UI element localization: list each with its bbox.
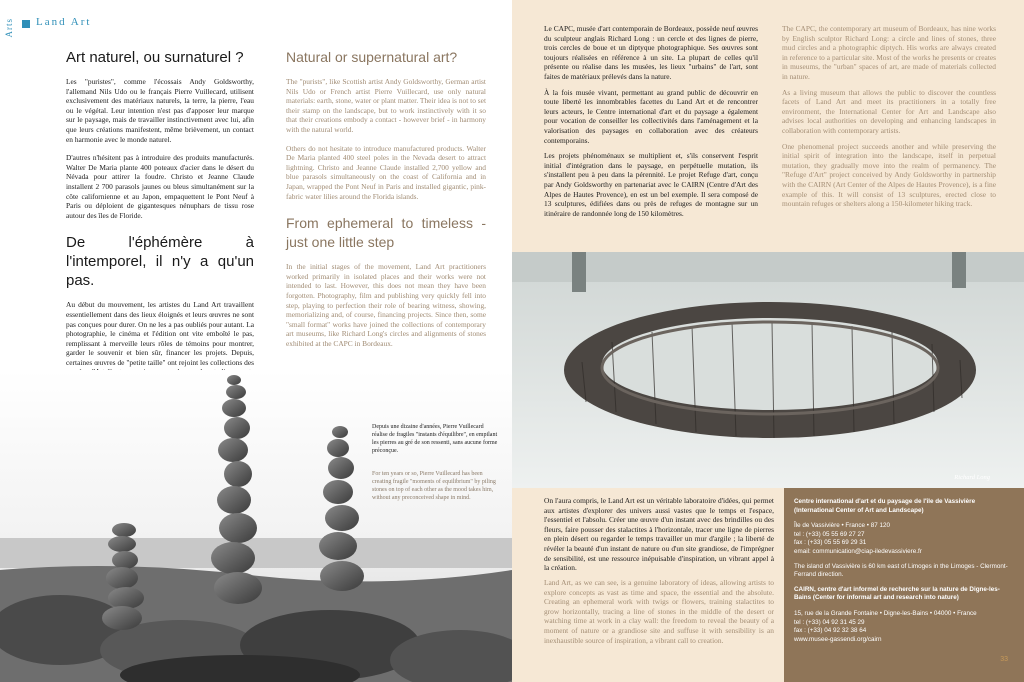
paragraph: As a living museum that allows the public to discover the countless facets of Land Art and meet its practitioners in a totally free environment, the International Center for Art and Landscape also advises local authorities on developing and enhancing landscapes in collaboration with contemporary artists.: [782, 87, 996, 135]
photo-credit: Richard Long: [954, 474, 990, 481]
section-label: Land Art: [36, 16, 92, 28]
balanced-stones-photo: [0, 370, 512, 682]
heading-natural-art: Natural or supernatural art?: [286, 49, 458, 65]
info-phone: tel : (+33) 04 92 31 45 29: [794, 618, 865, 626]
heading-ephemeral: From ephemeral to timeless - just one little step: [286, 215, 486, 251]
info-website-link[interactable]: www.musee-gassendi.org/cairn: [794, 635, 882, 643]
paragraph: One phenomenal project succeeds another and while preserving the initial spirit of integration into the landscape, itself in perpetual mutation, they gradually move into the realm of permanency. The "Refuge d'Art" project conceived by Andy Goldsworthy in partnership with the CAIRN (Art Center of the Alpes de Hautes Provence), is a fine example of this. It will consist of 13 sculptures, erected close to mountain refuges or shelters along a 150-kilometer hiking track.: [782, 141, 996, 209]
contact-info-box: [784, 488, 1024, 682]
french-column: [66, 48, 254, 396]
paragraph: Les projets phénoménaux se multiplient et, s'ils conservent l'esprit initial d'intégration dans le paysage, en perpétuelle mutation, ils s'installent peu à peu dans la pérennité. Le projet Refuge d'art, conçu par Andy Goldsworthy en partenariat avec le CAIRN (Centre d'Art des Alpes de Hautes Provence), en est un bel exemple. Il sera composé de 13 sculptures, édifiées dans ou près de refuges de montagne sur un itinéraire de randonnée long de 150 kilomètres.: [544, 151, 758, 218]
paragraph: Others do not hesitate to introduce manufactured products. Walter De Maria planted 400 steel poles in the Nevada desert to attract lightning. Christo and Jeanne Claude installed 2,700 yellow and blue parasols simultaneously on the coast of California and in Japan, wrapped the Pont Neuf in Paris and installed gigantic, pink-fabric water lilies around the Florida islands.: [286, 143, 486, 201]
info-title-cairn: CAIRN, centre d'art informel de recherche sur la nature de Digne-les-Bains (Center for informal art and research into nature): [794, 585, 1000, 602]
section-vertical-tag: Arts: [4, 18, 14, 38]
right-french-column: [544, 24, 758, 224]
info-address: Île de Vassivière • France • 87 120: [794, 522, 890, 530]
english-column: [286, 48, 486, 357]
paragraph: Le CAPC, musée d'art contemporain de Bordeaux, possède neuf œuvres du sculpteur anglais Richard Long : un cercle et des lignes de pierre, trois cercles de boue et un diptyque photographique. Ses œuvres sont toujours réalisées en référence à un site. La plupart de celles qu'il présente ou réalise dans les musées, les lieux "urbains" de l'art, sont faites de matériaux prélevés dans la nature.: [544, 24, 758, 81]
page-number: 33: [1000, 656, 1008, 663]
info-address: 15, rue de la Grande Fontaine • Digne-les-Bains • 04000 • France: [794, 609, 977, 617]
right-page: [512, 0, 1024, 682]
info-fax: fax : (+33) 05 55 69 29 31: [794, 539, 867, 547]
paragraph: The "purists", like Scottish artist Andy Goldsworthy, German artist Nils Udo or French artist Pierre Vuillecard, use only natural materials: earth, stone, water or plant matter. Their idea is not to set their stamp on the landscape, but to work instinctively with it so that their creations embody a contact - however brief - in harmony with the natural world.: [286, 77, 486, 134]
closing-paragraph-french: [544, 496, 774, 579]
info-email-link[interactable]: email: communication@ciap-iledevassiviere.fr: [794, 547, 922, 555]
paragraph: D'autres n'hésitent pas à introduire des produits manufacturés. Walter De Maria plante 400 poteaux d'acier dans le désert du Névada pour attirer la foudre. Christo et Jeanne Claude installent 2 700 parasols jaunes ou bleus simultanément sur la côte californienne et au Japon, empaquettent le Pont Neuf à Paris ou déploient de gigantesques nénuphars de tissu rose autour des îles de Floride.: [66, 153, 254, 220]
info-phone: tel : (+33) 05 55 69 27 27: [794, 530, 865, 538]
photo-caption-french: Depuis une dizaine d'années, Pierre Vuillecard réalise de fragiles "instants d'équilibre", en empilant les pierres au gré de son ressenti, sans aucune forme préconçue.: [372, 424, 498, 454]
closing-paragraph-english: [544, 578, 774, 651]
paragraph: The CAPC, the contemporary art museum of Bordeaux, has nine works by English sculptor Richard Long: a circle and lines of stones, three mud circles and a photographic diptych. His works are always created in reference to a particular site. Most of the works he presents or creates in museums, the "urban" spaces of art, are made of materials collected in nature.: [782, 24, 996, 81]
right-english-column: [782, 24, 996, 215]
stone-circle-photo: [512, 252, 1024, 488]
paragraph: Land Art, as we can see, is a genuine laboratory of ideas, allowing artists to explore concepts as vast as time and space, the essential and the absolute. Creating an ephemeral work with twigs or flowers, training stalactites to grow horizontally, tracing a line of stones in the middle of the desert or watching time at work in a clay wall: the freedom to reveal the beauty of a moment of nature or a grandiose site and suffuse it with sensibility is an inexhaustible source of inspiration, a vibrant call to creation.: [544, 578, 774, 645]
heading-ephemere: De l'éphémère à l'intemporel, il n'y a qu'un pas.: [66, 234, 254, 290]
section-marker-icon: [22, 20, 30, 28]
info-note: The island of Vassivière is 60 km east of Limoges in the Limoges - Clermont-Ferrand direction.: [794, 562, 1008, 579]
paragraph: In the initial stages of the movement, Land Art practitioners worked primarily in isolated places and their works were not intended to last. However, this does not mean they have been forgotten. Photography, film and publishing very quickly fell into step, playing to perfection their role of bearing witness, showing, memorializing and, of course, financing projects. Since then, some "small format" works have joined the collections of contemporary art museums, like Richard Long's circles and alignments of stones exhibited at the CAPC in Bordeaux.: [286, 262, 486, 348]
photo-caption-english: For ten years or so, Pierre Vuillecard has been creating fragile "moments of equilibrium" by piling stones on top of each other as the mood takes him, without any preconceived shape in mind.: [372, 471, 496, 501]
info-fax: fax : (+33) 04 92 32 38 64: [794, 627, 867, 635]
paragraph: On l'aura compris, le Land Art est un véritable laboratoire d'idées, qui permet aux artistes d'explorer des univers aussi vastes que le temps et l'espace, l'essentiel et l'absolu. Créer une œuvre d'un instant avec des brindilles ou des fleurs, faire pousser des stalactites à l'horizontale, tracer une ligne de pierres en plein désert ou regarder le temps travailler un mur d'argile ; la liberté de révéler la beauté d'un instant de nature ou d'un site grandiose, de l'imprégner de sensibilité, est une ressource inépuisable d'inspiration, un vibrant appel à la création.: [544, 496, 774, 573]
info-title-vassiviere: Centre international d'art et du paysage de l'île de Vassivière (International Center of Art and Landscape): [794, 498, 976, 514]
paragraph: Les "puristes", comme l'écossais Andy Goldsworthy, l'allemand Nils Udo ou le français Pierre Vuillecard, utilisent exclusivement des matériaux naturels, la terre, la pierre, l'eau ou le végétal. Leur intention n'est pas d'apposer leur marque sur le paysage, mais de travailler instinctivement avec lui, afin que leurs créations manifestent, même brièvement, un contact en harmonie avec le monde naturel.: [66, 77, 254, 144]
heading-art-naturel: Art naturel, ou surnaturel ?: [66, 49, 244, 66]
paragraph: Au début du mouvement, les artistes du Land Art travaillent essentiellement dans des lieux éloignés et leurs œuvres ne sont pas conçues pour durer. On ne les a pas oubliés pour autant. La photographie, le cinéma et l'édition ont vite emboîté le pas, remplissant à merveille leurs rôles de témoins pour montrer, garder le souvenir et bien sûr, financer les projets. Depuis, certaines œuvres de "petite taille" ont rejoint les collections des: [66, 300, 254, 367]
paragraph: À la fois musée vivant, permettant au grand public de découvrir en toute liberté les innombrables facettes du Land Art et de rencontrer leurs acteurs, le Centre international d'art et du paysage a également pour vocation de conseiller les collectivités dans l'aménagement et la valorisation des paysages en collaboration avec des créateurs contemporains.: [544, 87, 758, 145]
